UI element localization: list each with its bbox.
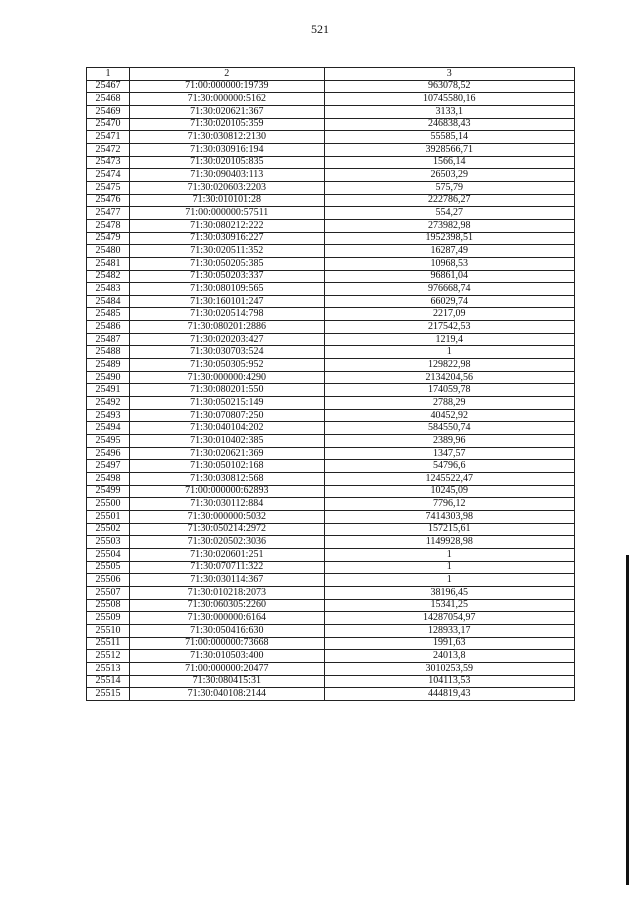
table-row xyxy=(87,662,575,675)
row-number-cell: 25468 xyxy=(87,93,130,106)
table-row xyxy=(87,397,575,410)
table-row xyxy=(87,143,575,156)
value-cell: 976668,74 xyxy=(324,283,574,296)
cadastral-number-cell: 71:30:010503:400 xyxy=(129,650,324,663)
row-number-cell: 25510 xyxy=(87,624,130,637)
cadastral-number-cell: 71:30:010218:2073 xyxy=(129,586,324,599)
cadastral-number-cell: 71:30:000000:4290 xyxy=(129,371,324,384)
cadastral-number-cell: 71:30:000000:5162 xyxy=(129,93,324,106)
cadastral-number-cell: 71:30:020601:251 xyxy=(129,548,324,561)
row-number-cell: 25505 xyxy=(87,561,130,574)
cadastral-number-cell: 71:30:020502:3036 xyxy=(129,536,324,549)
cadastral-number-cell: 71:00:000000:20477 xyxy=(129,662,324,675)
value-cell: 2134204,56 xyxy=(324,371,574,384)
row-number-cell: 25467 xyxy=(87,80,130,93)
table-row xyxy=(87,637,575,650)
table-row xyxy=(87,384,575,397)
table-row xyxy=(87,80,575,93)
table-row xyxy=(87,359,575,372)
value-cell: 1245522,47 xyxy=(324,473,574,486)
column-header-3: 3 xyxy=(324,68,574,81)
row-number-cell: 25491 xyxy=(87,384,130,397)
table-row xyxy=(87,321,575,334)
table-body xyxy=(87,80,575,700)
cadastral-number-cell: 71:30:000000:5032 xyxy=(129,510,324,523)
value-cell: 55585,14 xyxy=(324,131,574,144)
row-number-cell: 25477 xyxy=(87,207,130,220)
value-cell: 1952398,51 xyxy=(324,232,574,245)
value-cell: 128933,17 xyxy=(324,624,574,637)
row-number-cell: 25496 xyxy=(87,447,130,460)
cadastral-number-cell: 71:30:040104:202 xyxy=(129,422,324,435)
row-number-cell: 25508 xyxy=(87,599,130,612)
row-number-cell: 25494 xyxy=(87,422,130,435)
value-cell: 38196,45 xyxy=(324,586,574,599)
cadastral-number-cell: 71:30:080415:31 xyxy=(129,675,324,688)
cadastral-number-cell: 71:30:080201:550 xyxy=(129,384,324,397)
row-number-cell: 25490 xyxy=(87,371,130,384)
value-cell: 3928566,71 xyxy=(324,143,574,156)
cadastral-number-cell: 71:30:080201:2886 xyxy=(129,321,324,334)
table-row xyxy=(87,523,575,536)
cadastral-number-cell: 71:30:030812:2130 xyxy=(129,131,324,144)
table-row xyxy=(87,536,575,549)
row-number-cell: 25471 xyxy=(87,131,130,144)
row-number-cell: 25515 xyxy=(87,688,130,701)
table-row xyxy=(87,422,575,435)
table-row xyxy=(87,131,575,144)
row-number-cell: 25481 xyxy=(87,257,130,270)
value-cell: 222786,27 xyxy=(324,194,574,207)
value-cell: 1 xyxy=(324,346,574,359)
value-cell: 157215,61 xyxy=(324,523,574,536)
value-cell: 54796,6 xyxy=(324,460,574,473)
value-cell: 3010253,59 xyxy=(324,662,574,675)
table-row xyxy=(87,245,575,258)
value-cell: 554,27 xyxy=(324,207,574,220)
table-row xyxy=(87,561,575,574)
cadastral-number-cell: 71:30:090403:113 xyxy=(129,169,324,182)
cadastral-number-cell: 71:30:070711:322 xyxy=(129,561,324,574)
table-row xyxy=(87,232,575,245)
row-number-cell: 25485 xyxy=(87,308,130,321)
row-number-cell: 25506 xyxy=(87,574,130,587)
row-number-cell: 25512 xyxy=(87,650,130,663)
table-row xyxy=(87,650,575,663)
value-cell: 246838,43 xyxy=(324,118,574,131)
value-cell: 26503,29 xyxy=(324,169,574,182)
cadastral-number-cell: 71:30:030703:524 xyxy=(129,346,324,359)
cadastral-number-cell: 71:30:050203:337 xyxy=(129,270,324,283)
cadastral-number-cell: 71:30:050102:168 xyxy=(129,460,324,473)
scan-edge-line xyxy=(626,555,629,885)
table-row xyxy=(87,257,575,270)
value-cell: 7414303,98 xyxy=(324,510,574,523)
cadastral-number-cell: 71:30:070807:250 xyxy=(129,409,324,422)
cadastral-number-cell: 71:30:050205:385 xyxy=(129,257,324,270)
table-row xyxy=(87,270,575,283)
cadastral-number-cell: 71:00:000000:62893 xyxy=(129,485,324,498)
value-cell: 96861,04 xyxy=(324,270,574,283)
value-cell: 174059,78 xyxy=(324,384,574,397)
table-row xyxy=(87,510,575,523)
value-cell: 2788,29 xyxy=(324,397,574,410)
table-row xyxy=(87,473,575,486)
row-number-cell: 25493 xyxy=(87,409,130,422)
value-cell: 444819,43 xyxy=(324,688,574,701)
value-cell: 1991,63 xyxy=(324,637,574,650)
table-row xyxy=(87,308,575,321)
table-header-row xyxy=(87,68,575,81)
cadastral-number-cell: 71:00:000000:57511 xyxy=(129,207,324,220)
cadastral-number-cell: 71:30:030916:194 xyxy=(129,143,324,156)
cadastral-number-cell: 71:30:060305:2260 xyxy=(129,599,324,612)
row-number-cell: 25502 xyxy=(87,523,130,536)
table-row xyxy=(87,548,575,561)
value-cell: 10245,09 xyxy=(324,485,574,498)
cadastral-number-cell: 71:30:000000:6164 xyxy=(129,612,324,625)
row-number-cell: 25476 xyxy=(87,194,130,207)
table-row xyxy=(87,219,575,232)
table-row xyxy=(87,194,575,207)
cadastral-number-cell: 71:30:050215:149 xyxy=(129,397,324,410)
cadastral-number-cell: 71:30:020511:352 xyxy=(129,245,324,258)
row-number-cell: 25498 xyxy=(87,473,130,486)
value-cell: 575,79 xyxy=(324,181,574,194)
value-cell: 10968,53 xyxy=(324,257,574,270)
row-number-cell: 25489 xyxy=(87,359,130,372)
value-cell: 1 xyxy=(324,574,574,587)
row-number-cell: 25475 xyxy=(87,181,130,194)
value-cell: 963078,52 xyxy=(324,80,574,93)
row-number-cell: 25504 xyxy=(87,548,130,561)
row-number-cell: 25483 xyxy=(87,283,130,296)
table-row xyxy=(87,624,575,637)
value-cell: 1566,14 xyxy=(324,156,574,169)
row-number-cell: 25479 xyxy=(87,232,130,245)
cadastral-number-cell: 71:30:040108:2144 xyxy=(129,688,324,701)
row-number-cell: 25484 xyxy=(87,295,130,308)
cadastral-number-cell: 71:30:160101:247 xyxy=(129,295,324,308)
row-number-cell: 25469 xyxy=(87,105,130,118)
cadastral-number-cell: 71:00:000000:73668 xyxy=(129,637,324,650)
cadastral-number-cell: 71:30:010101:28 xyxy=(129,194,324,207)
cadastral-number-cell: 71:00:000000:19739 xyxy=(129,80,324,93)
value-cell: 1347,57 xyxy=(324,447,574,460)
value-cell: 3133,1 xyxy=(324,105,574,118)
table-row xyxy=(87,460,575,473)
row-number-cell: 25486 xyxy=(87,321,130,334)
row-number-cell: 25503 xyxy=(87,536,130,549)
cadastral-number-cell: 71:30:030114:367 xyxy=(129,574,324,587)
cadastral-number-cell: 71:30:010402:385 xyxy=(129,435,324,448)
value-cell: 1219,4 xyxy=(324,333,574,346)
row-number-cell: 25495 xyxy=(87,435,130,448)
value-cell: 2389,96 xyxy=(324,435,574,448)
table-row xyxy=(87,156,575,169)
value-cell: 66029,74 xyxy=(324,295,574,308)
data-table xyxy=(86,67,575,701)
table-row xyxy=(87,574,575,587)
table-row xyxy=(87,409,575,422)
value-cell: 1 xyxy=(324,548,574,561)
value-cell: 14287054,97 xyxy=(324,612,574,625)
table-row xyxy=(87,447,575,460)
row-number-cell: 25487 xyxy=(87,333,130,346)
value-cell: 1149928,98 xyxy=(324,536,574,549)
cadastral-number-cell: 71:30:080109:565 xyxy=(129,283,324,296)
row-number-cell: 25499 xyxy=(87,485,130,498)
table-row xyxy=(87,346,575,359)
cadastral-number-cell: 71:30:020621:369 xyxy=(129,447,324,460)
cadastral-number-cell: 71:30:050214:2972 xyxy=(129,523,324,536)
row-number-cell: 25514 xyxy=(87,675,130,688)
table-row xyxy=(87,283,575,296)
value-cell: 2217,09 xyxy=(324,308,574,321)
cadastral-number-cell: 71:30:030112:884 xyxy=(129,498,324,511)
cadastral-number-cell: 71:30:020105:835 xyxy=(129,156,324,169)
cadastral-number-cell: 71:30:020621:367 xyxy=(129,105,324,118)
row-number-cell: 25472 xyxy=(87,143,130,156)
row-number-cell: 25473 xyxy=(87,156,130,169)
row-number-cell: 25492 xyxy=(87,397,130,410)
table-row xyxy=(87,333,575,346)
table-row xyxy=(87,118,575,131)
value-cell: 16287,49 xyxy=(324,245,574,258)
column-header-2: 2 xyxy=(129,68,324,81)
table-row xyxy=(87,207,575,220)
row-number-cell: 25501 xyxy=(87,510,130,523)
table-row xyxy=(87,169,575,182)
value-cell: 10745580,16 xyxy=(324,93,574,106)
table-row xyxy=(87,612,575,625)
value-cell: 24013,8 xyxy=(324,650,574,663)
row-number-cell: 25509 xyxy=(87,612,130,625)
table-row xyxy=(87,181,575,194)
table-row xyxy=(87,599,575,612)
page-number: 521 xyxy=(311,22,329,36)
table-row xyxy=(87,675,575,688)
row-number-cell: 25478 xyxy=(87,219,130,232)
cadastral-number-cell: 71:30:020203:427 xyxy=(129,333,324,346)
row-number-cell: 25500 xyxy=(87,498,130,511)
column-header-1: 1 xyxy=(87,68,130,81)
value-cell: 104113,53 xyxy=(324,675,574,688)
value-cell: 217542,53 xyxy=(324,321,574,334)
cadastral-number-cell: 71:30:030812:568 xyxy=(129,473,324,486)
row-number-cell: 25507 xyxy=(87,586,130,599)
value-cell: 7796,12 xyxy=(324,498,574,511)
row-number-cell: 25513 xyxy=(87,662,130,675)
value-cell: 129822,98 xyxy=(324,359,574,372)
table-row xyxy=(87,435,575,448)
cadastral-number-cell: 71:30:020105:359 xyxy=(129,118,324,131)
value-cell: 1 xyxy=(324,561,574,574)
table-row xyxy=(87,688,575,701)
row-number-cell: 25470 xyxy=(87,118,130,131)
row-number-cell: 25511 xyxy=(87,637,130,650)
table-row xyxy=(87,485,575,498)
row-number-cell: 25497 xyxy=(87,460,130,473)
cadastral-number-cell: 71:30:050305:952 xyxy=(129,359,324,372)
table-row xyxy=(87,105,575,118)
cadastral-number-cell: 71:30:050416:630 xyxy=(129,624,324,637)
cadastral-number-cell: 71:30:020514:798 xyxy=(129,308,324,321)
value-cell: 15341,25 xyxy=(324,599,574,612)
row-number-cell: 25482 xyxy=(87,270,130,283)
table-row xyxy=(87,371,575,384)
row-number-cell: 25488 xyxy=(87,346,130,359)
cadastral-number-cell: 71:30:080212:222 xyxy=(129,219,324,232)
cadastral-number-cell: 71:30:030916:227 xyxy=(129,232,324,245)
value-cell: 273982,98 xyxy=(324,219,574,232)
value-cell: 584550,74 xyxy=(324,422,574,435)
table-row xyxy=(87,93,575,106)
table-row xyxy=(87,295,575,308)
table-row xyxy=(87,498,575,511)
value-cell: 40452,92 xyxy=(324,409,574,422)
cadastral-number-cell: 71:30:020603:2203 xyxy=(129,181,324,194)
row-number-cell: 25474 xyxy=(87,169,130,182)
row-number-cell: 25480 xyxy=(87,245,130,258)
table-row xyxy=(87,586,575,599)
